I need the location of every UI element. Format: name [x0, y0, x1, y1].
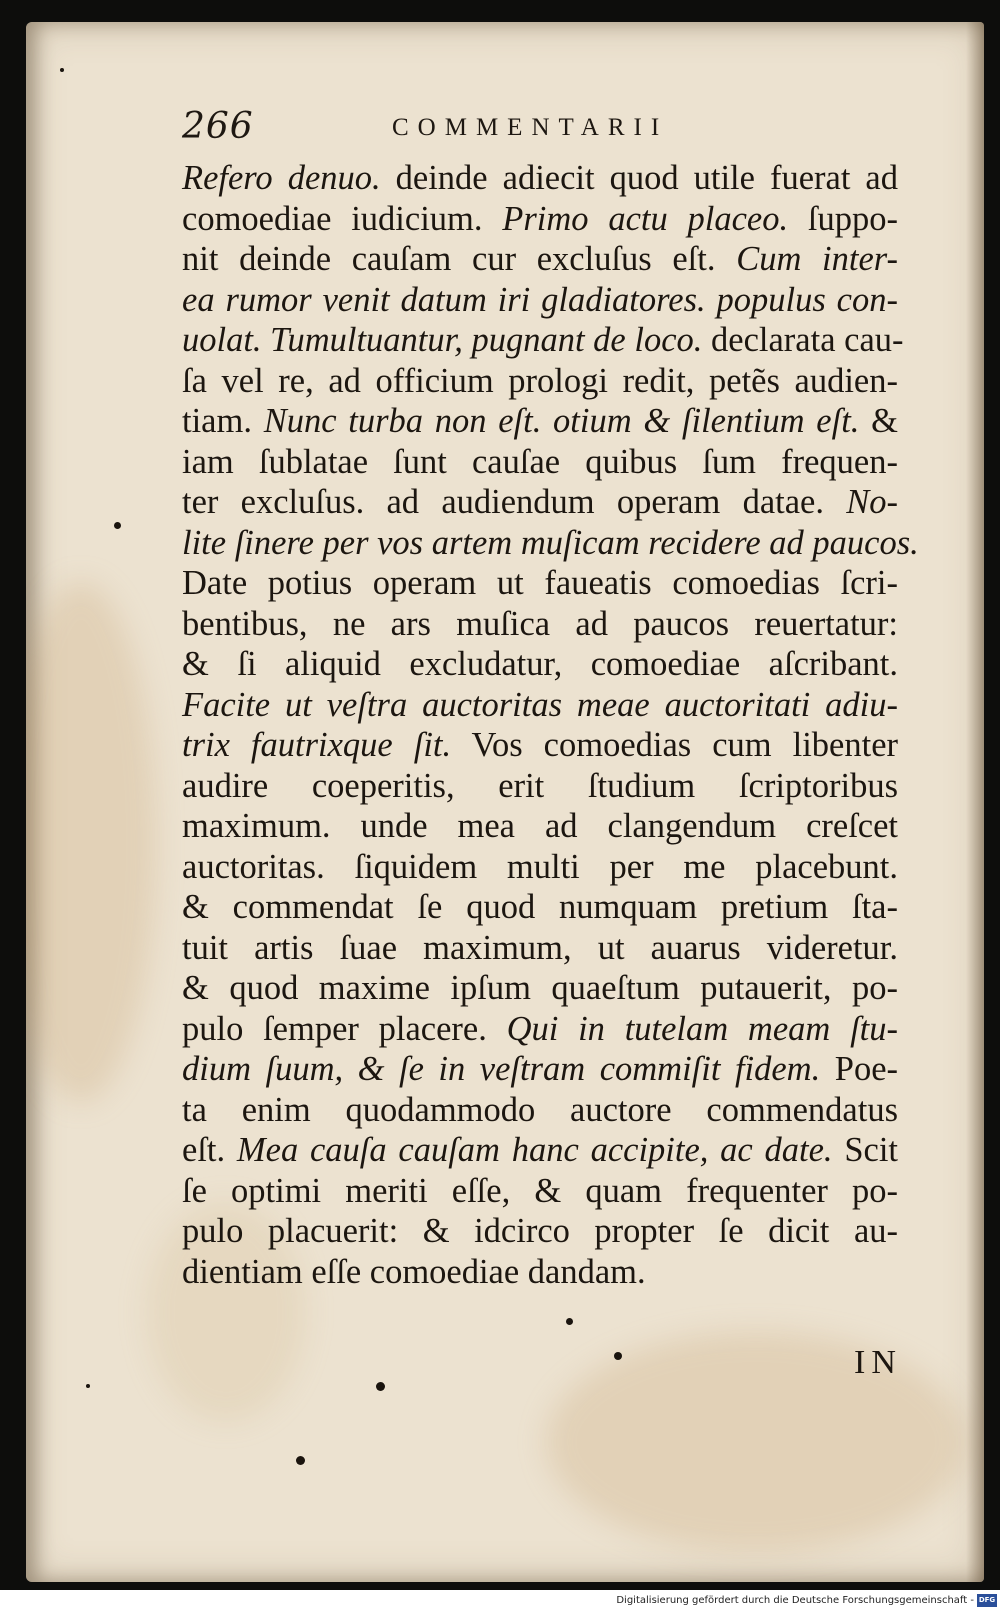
ink-speck: [566, 1318, 573, 1325]
text-line: [182, 847, 898, 888]
text-line: [182, 604, 898, 645]
text-segment: auctoritas. ſiquidem multi per me placebunt.: [182, 847, 898, 886]
text-segment: pulo placuerit: & idcirco propter ſe dicit au-: [182, 1212, 898, 1250]
text-line: [182, 1252, 898, 1293]
text-segment: maximum. unde mea ad clangendum creſcet: [182, 807, 898, 845]
text-line: [182, 928, 898, 969]
text-segment: tiam.: [182, 402, 264, 440]
text-segment: dientiam eſſe comoediae dandam.: [182, 1252, 646, 1291]
text-line: [182, 158, 898, 199]
text-line: [182, 1009, 898, 1050]
dfg-logo-icon: DFG: [977, 1594, 997, 1607]
ink-speck: [296, 1456, 305, 1465]
text-line: [182, 1090, 898, 1131]
text-segment: ſuppo-: [788, 199, 898, 238]
italic-text-segment: Cum inter-: [736, 240, 898, 278]
italic-text-segment: lite ſinere per vos artem muſicam recidere ad paucos.: [182, 523, 919, 562]
ink-speck: [86, 1384, 90, 1388]
ink-speck: [114, 522, 121, 529]
text-segment: eſt.: [182, 1131, 237, 1169]
ink-speck: [614, 1352, 622, 1360]
text-segment: audire coeperitis, erit ſtudium ſcriptoribus: [182, 766, 898, 805]
italic-text-segment: trix fautrixque ſit.: [182, 726, 452, 764]
text-segment: Vos comoedias cum libenter: [451, 726, 898, 764]
text-segment: & quod maxime ipſum quaeſtum putauerit, po-: [182, 969, 898, 1007]
italic-text-segment: Facite ut veſtra auctoritas meae auctoritati adiu-: [182, 685, 898, 724]
text-segment: declarata cau-: [702, 321, 904, 359]
text-segment: Date potius operam ut faueatis comoedias ſcri-: [182, 564, 898, 602]
italic-text-segment: Primo actu placeo.: [502, 199, 789, 238]
text-segment: & ſi aliquid excludatur, comoediae aſcribant.: [182, 645, 898, 683]
text-segment: bentibus, ne ars muſica ad paucos reuertatur:: [182, 604, 898, 643]
text-segment: ſa vel re, ad officium prologi redit, petẽs audien-: [182, 361, 898, 400]
italic-text-segment: Refero denuo.: [182, 159, 381, 197]
text-segment: &: [859, 402, 898, 440]
italic-text-segment: Mea cauſa cauſam hanc accipite, ac date.: [236, 1131, 833, 1169]
text-segment: pulo ſemper placere.: [182, 1009, 507, 1048]
text-line: [182, 1171, 898, 1212]
text-line: [182, 280, 898, 321]
text-segment: tuit artis ſuae maximum, ut auarus videretur.: [182, 928, 898, 967]
text-segment: ter excluſus. ad audiendum operam datae.: [182, 483, 847, 521]
text-line: [182, 887, 898, 928]
italic-text-segment: uolat. Tumultuantur, pugnant de loco.: [182, 321, 703, 359]
text-line: [182, 644, 898, 685]
italic-text-segment: Nunc turba non eſt. otium & ſilentium eſt.: [263, 402, 860, 440]
text-segment: iam ſublatae ſunt cauſae quibus ſum frequen-: [182, 442, 898, 481]
italic-text-segment: Qui in tutelam meam ſtu-: [506, 1009, 898, 1048]
book-page: [26, 22, 984, 1582]
text-segment: deinde adiecit quod utile fuerat ad: [380, 159, 898, 197]
ink-speck: [60, 68, 64, 72]
text-line: [182, 685, 898, 726]
body-text: [182, 158, 919, 1292]
text-segment: comoediae iudicium.: [182, 199, 503, 238]
text-line: [182, 1049, 898, 1090]
text-line: [182, 442, 898, 483]
text-line: [182, 199, 898, 240]
footer-credit: Digitalisierung gefördert durch die Deutsche Forschungsgemeinschaft -: [616, 1595, 974, 1606]
text-line: [182, 725, 898, 766]
text-line: [182, 563, 898, 604]
italic-text-segment: ea rumor venit datum iri gladiatores. populus con-: [182, 280, 898, 319]
italic-text-segment: No-: [846, 483, 898, 521]
water-stain: [546, 1332, 966, 1552]
text-segment: ta enim quodammodo auctore commendatus: [182, 1090, 898, 1129]
running-head: [182, 106, 902, 156]
italic-text-segment: dium ſuum, & ſe in veſtram commiſit fidem.: [182, 1050, 821, 1088]
ink-speck: [376, 1382, 385, 1391]
text-segment: Poe-: [820, 1050, 898, 1088]
text-segment: nit deinde cauſam cur excluſus eſt.: [182, 240, 737, 278]
text-line: [182, 361, 898, 402]
text-segment: Scit: [832, 1131, 898, 1169]
text-segment: & commendat ſe quod numquam pretium ſta-: [182, 888, 898, 926]
water-stain: [26, 582, 156, 1102]
text-line: [182, 401, 898, 442]
text-line: [182, 968, 898, 1009]
text-line: [182, 1130, 898, 1171]
text-line: [182, 239, 898, 280]
text-line: [182, 766, 898, 807]
text-segment: ſe optimi meriti eſſe, & quam frequenter po-: [182, 1171, 898, 1210]
running-head-title: COMMENTARII: [392, 114, 669, 141]
text-line: [182, 806, 898, 847]
catchword: IN: [854, 1344, 902, 1381]
footer-bar: [0, 1590, 1000, 1614]
text-line: [182, 320, 904, 361]
text-line: [182, 523, 919, 564]
text-line: [182, 482, 898, 523]
text-line: [182, 1211, 898, 1252]
page-number: 266: [182, 106, 254, 147]
page-edge-shadow: [966, 22, 984, 1582]
